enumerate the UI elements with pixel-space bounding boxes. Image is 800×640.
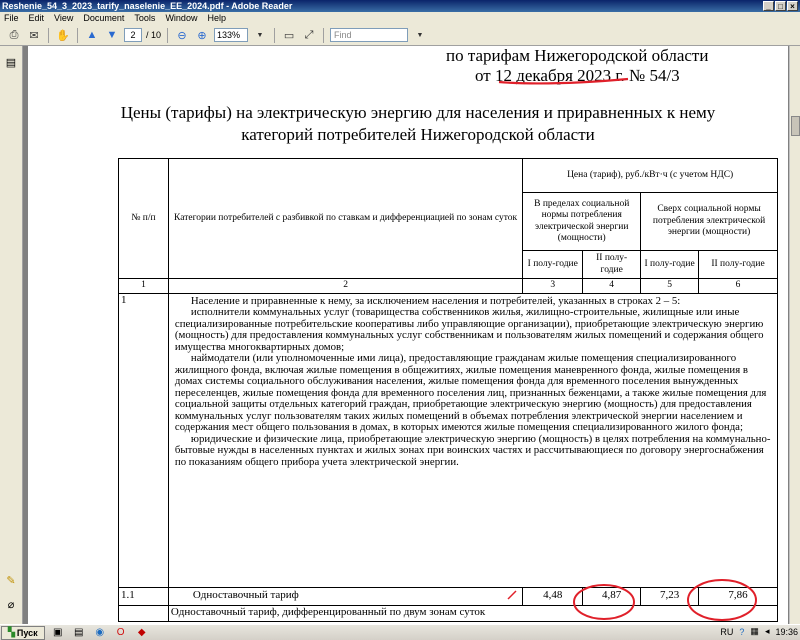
column-index: 1 bbox=[119, 279, 169, 294]
header-line-2: от 12 декабря 2023 г. № 54/3 bbox=[475, 66, 680, 85]
menu-window[interactable]: Window bbox=[165, 13, 198, 23]
clock: 19:36 bbox=[775, 626, 798, 637]
menu-tools[interactable]: Tools bbox=[134, 13, 156, 23]
col-within-norm-header: В пределах социальной нормы потребления электрической энергии (мощности) bbox=[523, 193, 641, 251]
zoom-in-icon[interactable]: ⊕ bbox=[197, 29, 207, 42]
find-input[interactable]: Find bbox=[330, 28, 408, 42]
column-index: 5 bbox=[641, 279, 699, 294]
attachments-icon[interactable]: ⌀ bbox=[7, 599, 15, 611]
taskbar bbox=[0, 624, 800, 640]
row-number bbox=[119, 605, 169, 621]
navigation-panel bbox=[0, 46, 23, 624]
half-year-1-header: I полу-годие bbox=[523, 251, 583, 279]
toolbar bbox=[0, 25, 800, 46]
hand-tool-icon[interactable]: ✋ bbox=[56, 29, 70, 42]
system-tray bbox=[720, 626, 798, 637]
browser-icon[interactable]: ◉ bbox=[95, 627, 105, 638]
row-1-paragraph: юридические и физические лица, приобретающие электрическую энергию (мощность) в целях потребления на коммунально-бытовые нужды в населенных пунктах и жилых зонах при воинских частях и рассчитывающиеся по договору энергоснабжения по показаниям общего прибора учета электрической энергии. bbox=[174, 432, 771, 468]
menu-file[interactable]: File bbox=[4, 13, 19, 23]
single-rate-label: Одноставочный тариф bbox=[168, 587, 522, 605]
print-icon[interactable]: ⎙ bbox=[9, 28, 19, 41]
vertical-scrollbar[interactable] bbox=[789, 46, 800, 624]
scrollbar-thumb[interactable] bbox=[791, 116, 800, 136]
fit-width-icon[interactable]: ⤢ bbox=[304, 28, 314, 41]
header-line-1: по тарифам Нижегородской области bbox=[446, 46, 709, 65]
start-button[interactable] bbox=[1, 626, 45, 640]
page-down-icon[interactable]: ▼ bbox=[106, 29, 118, 41]
col-number-header: № п/п bbox=[119, 159, 169, 279]
half-year-2-header: II полу-годие bbox=[699, 251, 778, 279]
half-year-2-header: II полу-годие bbox=[583, 251, 641, 279]
half-year-1-header: I полу-годие bbox=[641, 251, 699, 279]
menu-document[interactable]: Document bbox=[83, 13, 125, 23]
opera-icon[interactable]: O bbox=[116, 627, 125, 638]
tariff-table bbox=[118, 158, 778, 622]
document-title: Цены (тарифы) на электрическую энергию для населения и приравненных к нему категорий потребителей Нижегородской области bbox=[120, 103, 716, 144]
windows-logo-icon: ▚ bbox=[8, 627, 15, 637]
tariff-value: 4,48 bbox=[523, 587, 583, 605]
row-number: 1.1 bbox=[119, 587, 169, 605]
col-category-header: Категории потребителей с разбивкой по ставкам и дифференциацией по зонам суток bbox=[168, 159, 522, 279]
volume-icon[interactable]: ◂ bbox=[764, 626, 770, 636]
window-titlebar bbox=[0, 0, 800, 12]
two-zone-rate-label: Одноставочный тариф, дифференцированный по двум зонам суток bbox=[168, 605, 777, 621]
close-button[interactable]: × bbox=[787, 1, 798, 11]
col-above-norm-header: Сверх социальной нормы потребления электрической энергии (мощности) bbox=[641, 193, 778, 251]
chevron-down-icon[interactable]: ▼ bbox=[416, 31, 424, 39]
explorer-icon[interactable]: ▤ bbox=[73, 627, 84, 638]
acrobat-icon[interactable]: ◆ bbox=[137, 627, 146, 638]
language-indicator[interactable]: RU bbox=[720, 626, 734, 637]
tariff-value: 7,23 bbox=[641, 587, 699, 605]
pdf-page bbox=[28, 46, 788, 624]
page-up-icon[interactable]: ▲ bbox=[86, 29, 98, 41]
help-icon[interactable]: ? bbox=[739, 626, 745, 637]
zoom-select[interactable]: 133% bbox=[214, 28, 248, 42]
comments-icon[interactable]: ✎ bbox=[6, 575, 16, 587]
fit-page-icon[interactable]: ▭ bbox=[283, 29, 295, 42]
desktop-icon[interactable]: ▣ bbox=[52, 627, 63, 638]
start-label: Пуск bbox=[16, 627, 38, 638]
maximize-button[interactable]: □ bbox=[775, 1, 786, 11]
page-number-input[interactable]: 2 bbox=[124, 28, 142, 42]
menu-help[interactable]: Help bbox=[207, 13, 226, 23]
network-icon[interactable]: ▦ bbox=[750, 626, 759, 636]
share-icon[interactable]: ✉ bbox=[29, 29, 39, 42]
chevron-down-icon[interactable]: ▼ bbox=[256, 31, 264, 39]
toolbar-separator bbox=[48, 28, 49, 43]
toolbar-separator bbox=[323, 28, 324, 43]
menubar bbox=[0, 12, 800, 25]
row-1-paragraph: исполнители коммунальных услуг (товарищества собственников жилья, жилищно-строительные, жилищные или иные специализированные потребительские кооперативы либо управляющие организации), приобретающие электрическую энергию (мощность) для предоставления коммунальных услуг собственникам и пользователям жилых помещений и содержания общего имущества многоквартирных домов; bbox=[174, 306, 764, 353]
column-index: 6 bbox=[699, 279, 778, 294]
row-1-description bbox=[168, 293, 777, 587]
toolbar-separator bbox=[77, 28, 78, 43]
minimize-button[interactable]: _ bbox=[763, 1, 774, 11]
window-title: Reshenie_54_3_2023_tarify_naselenie_EE_2024.pdf - Adobe Reader bbox=[2, 1, 293, 11]
toolbar-separator bbox=[274, 28, 275, 43]
row-number: 1 bbox=[119, 293, 169, 587]
column-index: 2 bbox=[168, 279, 522, 294]
row-1-paragraph: Население и приравненные к нему, за исключением населения и потребителей, указанных в строках 2 – 5: bbox=[190, 294, 681, 307]
col-price-header: Цена (тариф), руб./кВт·ч (с учетом НДС) bbox=[523, 159, 778, 193]
row-1-paragraph: наймодатели (или уполномоченные ими лица), предоставляющие гражданам жилые помещения специализированного жилищного фонда, включая жилые помещения в общежитиях, жилые помещения маневренного фонда, жилые помещения в домах системы социального обслуживания населения, жилые помещения фонда для временного поселения вынужденных переселенцев, жилые помещения фонда для временного поселения лиц, признанных беженцами, а также жилые помещения для социальной защиты отдельных категорий граждан, приобретающие электрическую энергию (мощность) для предоставления коммунальных услуг пользователям таких жилых помещений в объемах потребления электрической энергии населением и содержания мест общего пользования в домах, в которых имеются жилые помещения специализированного жилого фонда; bbox=[174, 352, 767, 433]
toolbar-separator bbox=[167, 28, 168, 43]
menu-view[interactable]: View bbox=[54, 13, 74, 23]
pages-icon[interactable]: ▤ bbox=[5, 57, 17, 69]
column-index: 4 bbox=[583, 279, 641, 294]
tariff-value: 4,87 bbox=[583, 587, 641, 605]
zoom-out-icon[interactable]: ⊖ bbox=[177, 29, 187, 42]
menu-edit[interactable]: Edit bbox=[28, 13, 45, 23]
document-view[interactable] bbox=[23, 46, 789, 624]
page-total: / 10 bbox=[146, 30, 162, 40]
column-index: 3 bbox=[523, 279, 583, 294]
tariff-value: 7,86 bbox=[699, 587, 778, 605]
